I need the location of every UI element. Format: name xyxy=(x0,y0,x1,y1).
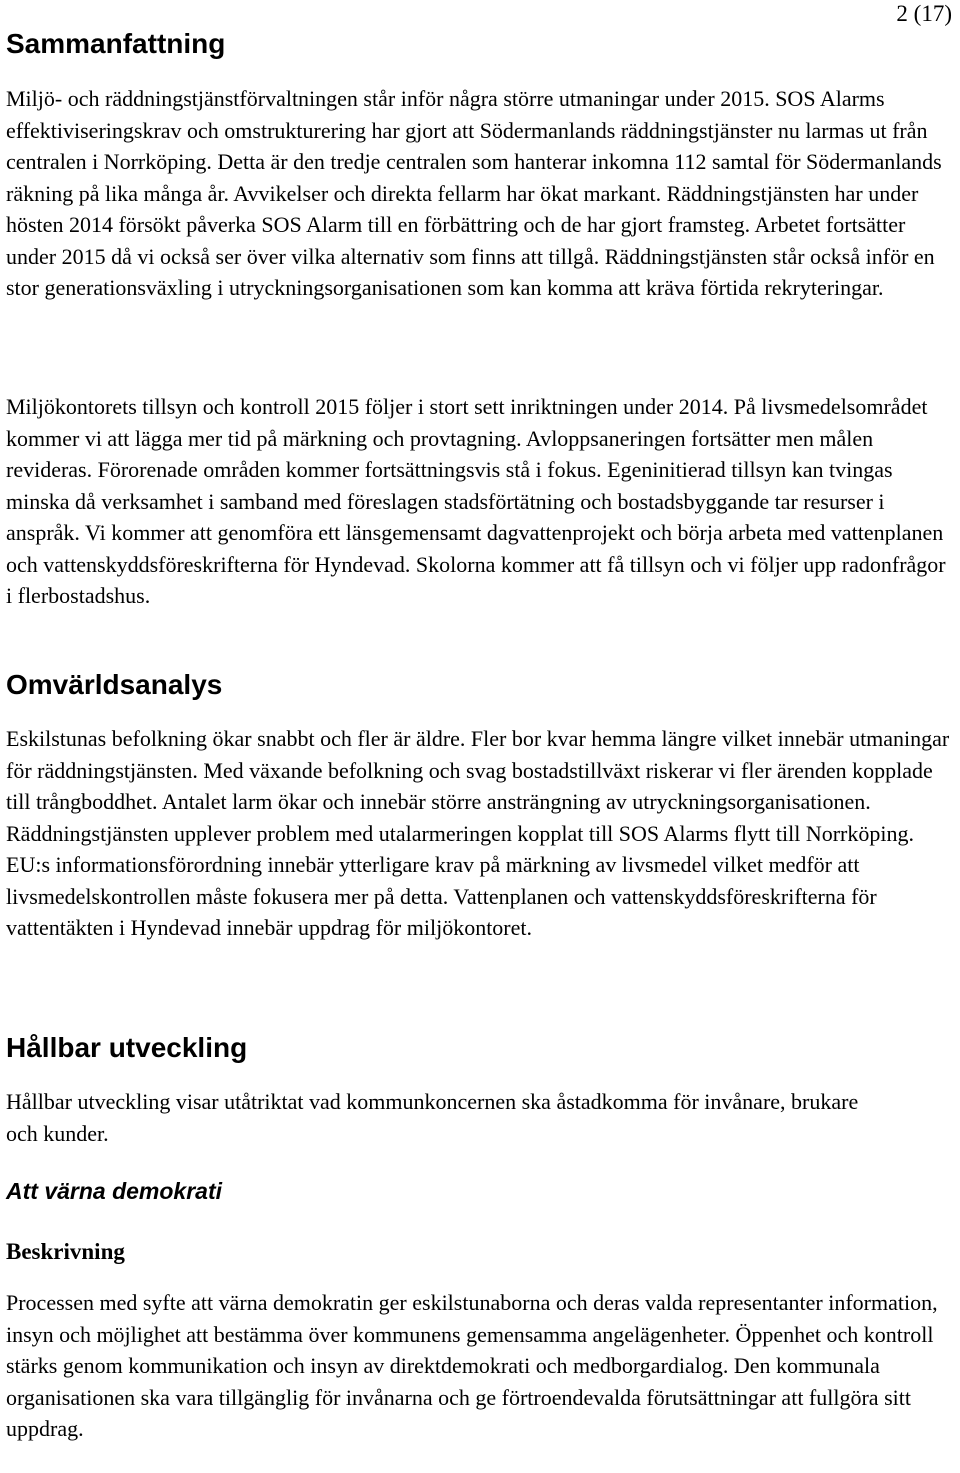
heading-att-varna-demokrati: Att värna demokrati xyxy=(6,1178,223,1204)
heading-omvarldsanalys: Omvärldsanalys xyxy=(6,669,223,700)
paragraph-hallbar-utveckling-1: Hållbar utveckling visar utåtriktat vad kommunkoncernen ska åstadkomma för invånare, brukare och kunder. xyxy=(6,1089,859,1146)
heading-sammanfattning: Sammanfattning xyxy=(6,28,226,59)
paragraph-att-varna-demokrati-1: Processen med syfte att värna demokratin ger eskilstunaborna och deras valda representanter information, insyn och möjlighet att bestämma över kommunens gemensamma angelägenheter. Öppenhet och kontroll stärks genom kommunikation och insyn av direktdemokrati och medborgardialog. Den kommunala organisationen ska vara tillgänglig för invånarna och ge förtroendevalda förutsättningar att fullgöra sitt uppdrag. xyxy=(6,1290,938,1441)
paragraph-sammanfattning-2: Miljökontorets tillsyn och kontroll 2015 följer i stort sett inriktningen under 2014. På livsmedelsområdet kommer vi att lägga mer tid på märkning och provtagning. Avloppsaneringen fortsätter men målen revideras. Förorenade områden kommer fortsättningsvis stå i fokus. Egeninitierad tillsyn kan tvingas minska då verksamhet i samband med föreslagen stadsförtätning och bostadsbyggande tar resurser i anspråk. Vi kommer att genomföra ett länsgemensamt dagvattenprojekt och börja arbeta med vattenplanen och vattenskyddsföreskrifterna för Hyndevad. Skolorna kommer att få tillsyn och vi följer upp radonfrågor i flerbostadshus. xyxy=(6,394,946,608)
paragraph-omvarldsanalys-1: Eskilstunas befolkning ökar snabbt och fler är äldre. Fler bor kvar hemma längre vilket innebär utmaningar för räddningstjänsten. Med växande befolkning och svag bostadstillväxt riskerar vi fler ärenden kopplade till trångboddhet. Antalet larm ökar och innebär större ansträngning av utryckningsorganisationen. Räddningstjänsten upplever problem med utalarmeringen kopplat till SOS Alarms flytt till Norrköping. EU:s informationsförordning innebär ytterligare krav på märkning av livsmedel vilket medför att livsmedelskontrollen måste fokusera mer på detta. Vattenplanen och vattenskyddsföreskrifterna för vattentäkten i Hyndevad innebär uppdrag för miljökontoret. xyxy=(6,726,950,940)
heading-hallbar-utveckling: Hållbar utveckling xyxy=(6,1032,248,1063)
heading-beskrivning: Beskrivning xyxy=(6,1239,125,1264)
paragraph-sammanfattning-1: Miljö- och räddningstjänstförvaltningen står inför några större utmaningar under 2015. SOS Alarms effektiviseringskrav och omstrukturering har gjort att Södermanlands räddningstjänster nu larmas ut från centralen i Norrköping. Detta är den tredje centralen som hanterar inkomna 112 samtal för Södermanlands räkning på lika många år. Avvikelser och direkta fellarm har ökat markant. Räddningstjänsten har under hösten 2014 försökt påverka SOS Alarm till en förbättring och de har gjort framsteg. Arbetet fortsätter under 2015 då vi också ser över vilka alternativ som finns att tillgå. Räddningstjänsten står också inför en stor generationsväxling i utryckningsorganisationen som kan komma att kräva förtida rekryteringar. xyxy=(6,86,942,300)
page-number: 2 (17) xyxy=(896,1,952,26)
